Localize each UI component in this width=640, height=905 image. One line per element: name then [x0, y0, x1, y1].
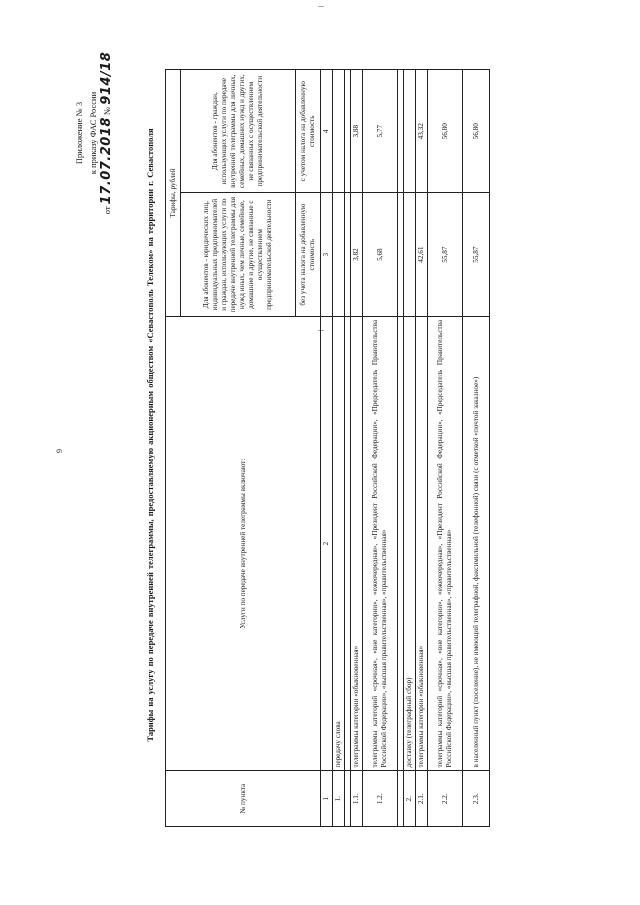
row-value-with-vat [404, 70, 416, 193]
row-value-with-vat: 56,80 [463, 70, 490, 193]
handwritten-date: 17.07.2018 [99, 117, 114, 205]
table-row [463, 70, 490, 827]
document-title: Тарифы на услугу по передаче внутренней телеграммы, предоставляемую акционерным обществом «Севастополь Телеком» на территории г. Севастополя [145, 128, 155, 742]
row-value-with-vat: 3,88 [351, 70, 363, 193]
header-col3: Для абонентов - юридических лиц, индивидуальных предпринимателей и граждан, использующих услуги по передаче внутренней телеграммы для нужд иных, чем личные, семейные, домашние и другие, не связанные с осуществлением предпринимательской деятельности [181, 193, 296, 316]
row-value-with-vat: 43,32 [416, 70, 428, 193]
row-number: 2. [404, 771, 416, 827]
row-text: доставку (телеграфный сбор) [404, 316, 416, 771]
row-text: телеграммы категории «обыкновенная» [416, 316, 428, 771]
header-col4: Для абонентов - граждан, использующих услуги по передаче внутренней телеграммы для личных, семейных, домашних нужд и других, не связанных с осуществлением предпринимательской деятельности [181, 70, 296, 193]
row-value-with-vat [333, 70, 345, 193]
row-text: телеграммы категории «обыкновенная» [351, 316, 363, 771]
column-number-row [321, 70, 333, 827]
appendix-line1: Приложение № 3 [74, 101, 84, 165]
row-value-with-vat: 56,80 [428, 70, 463, 193]
row-text: телеграммы категорий «срочная», «вне категории», «ежеочередная», «Президент Российской Федерации», «Председатель Правительства Российской Федерации», «высшая правительственная», «правительственная» [363, 316, 398, 771]
row-value-no-vat: 55,87 [428, 193, 463, 316]
tariff-table [165, 69, 490, 827]
row-text: в населенный пункт (поселение), не имеющий телеграфной, факсимильной (телефонной) связи (с отметкой «почтой заказное») [463, 316, 490, 771]
row-number: 2.2. [428, 771, 463, 827]
row-text: передачу слова [333, 316, 345, 771]
column-number: 3 [321, 193, 333, 316]
row-value-no-vat [404, 193, 416, 316]
row-number: 2.3. [463, 771, 490, 827]
row-number: 1.2. [363, 771, 398, 827]
row-number: 1. [333, 771, 345, 827]
row-value-no-vat: 55,87 [463, 193, 490, 316]
header-col1: № пункта [166, 771, 321, 827]
appendix-line3 [100, 38, 114, 228]
header-sub3: без учета налога на добавленную стоимость [296, 193, 321, 316]
page-number: 9 [55, 449, 64, 453]
column-number: 2 [321, 316, 333, 771]
table-row [428, 70, 463, 827]
table-row [363, 70, 398, 827]
table-row [404, 70, 416, 827]
row-number: 2.1. [416, 771, 428, 827]
row-value-no-vat [333, 193, 345, 316]
date-prefix: от [102, 206, 112, 215]
handwritten-number: 914/18 [99, 51, 114, 105]
row-value-no-vat: 5,68 [363, 193, 398, 316]
header-sub4: с учетом налога на добавленную стоимость [296, 70, 321, 193]
appendix-block [72, 38, 114, 228]
header-tariffs: Тарифы, рублей [166, 70, 181, 317]
row-number: 1.1. [351, 771, 363, 827]
appendix-line2: к приказу ФАС России [88, 91, 98, 175]
column-number: 1 [321, 771, 333, 827]
row-value-no-vat: 42,61 [416, 193, 428, 316]
number-prefix: № [102, 106, 112, 115]
row-value-no-vat: 3,82 [351, 193, 363, 316]
table-row [351, 70, 363, 827]
row-text: телеграммы категорий «срочная», «вне категории», «ежеочередная», «Президент Российской Федерации», «Председатель Правительства Российской Федерации», «высшая правительственная», «правительственная» [428, 316, 463, 771]
header-col2: Услуги по передаче внутренней телеграммы включают: [166, 316, 321, 771]
column-number: 4 [321, 70, 333, 193]
table-row [416, 70, 428, 827]
header-row [166, 70, 181, 827]
row-value-with-vat: 5,77 [363, 70, 398, 193]
table-row [333, 70, 345, 827]
